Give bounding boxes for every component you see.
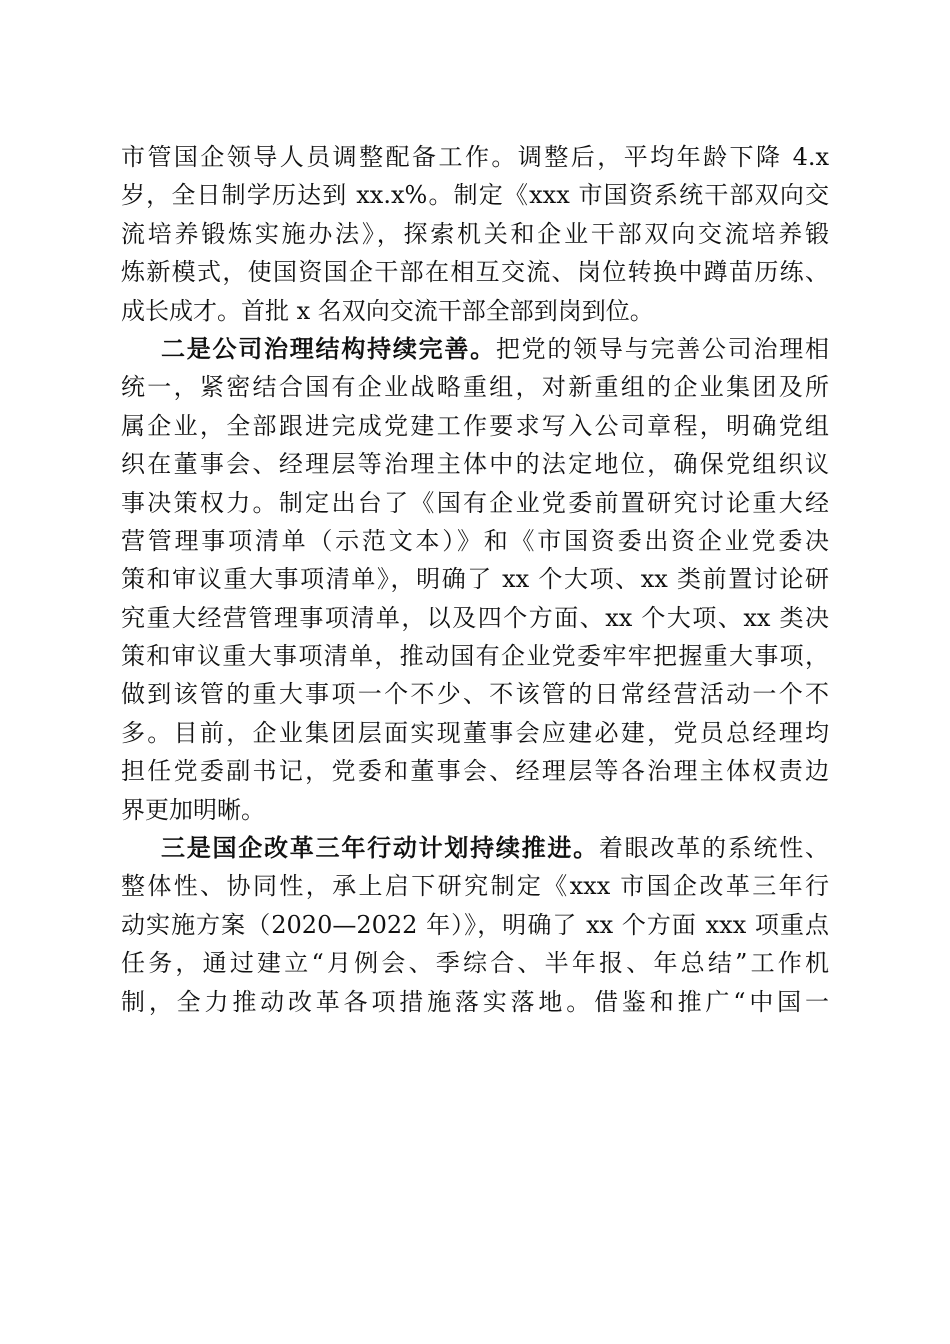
text-line: 制，全力推动改革各项措施落实落地。借鉴和推广“中国一 [121,987,829,1016]
text-line: 营管理事项清单（示范文本）》和《市国资委出资企业党委决 [121,526,829,555]
paragraph-1 [121,138,829,330]
text-line: 动实施方案（2020—2022 年）》，明确了 xx 个方面 xxx 项重点 [121,910,829,939]
text-line: 策和审议重大事项清单，推动国有企业党委牢牢把握重大事项， [121,642,829,671]
text-line: 界更加明晰。 [121,795,265,824]
text-line: 流培养锻炼实施办法》，探索机关和企业干部双向交流培养锻 [121,219,829,248]
paragraph-first-line [121,829,829,867]
text-line: 属企业，全部跟进完成党建工作要求写入公司章程，明确党组 [121,411,829,440]
text-line: 统一，紧密结合国有企业战略重组，对新重组的企业集团及所 [121,373,829,402]
paragraph-lead-text: 把党的领导与完善公司治理相 [495,334,830,363]
paragraph-3 [121,829,829,1021]
text-line: 事决策权力。制定出台了《国有企业党委前置研究讨论重大经 [121,488,829,517]
text-line: 成长成才。首批 x 名双向交流干部全部到岗到位。 [121,296,654,325]
paragraph-heading: 三是国企改革三年行动计划持续推进。 [161,833,599,863]
paragraph-heading: 二是公司治理结构持续完善。 [161,333,496,363]
text-line: 岁，全日制学历达到 xx.x%。制定《xxx 市国资系统干部双向交 [121,181,829,210]
text-line: 市管国企领导人员调整配备工作。调整后，平均年龄下降 4.x [121,143,829,171]
text-line: 究重大经营管理事项清单，以及四个方面、xx 个大项、xx 类决 [121,603,829,632]
text-line: 多。目前，企业集团层面实现董事会应建必建，党员总经理均 [121,718,829,747]
paragraph-lead-text: 着眼改革的系统性、 [598,834,830,863]
text-line: 担任党委副书记，党委和董事会、经理层等各治理主体权责边 [121,757,829,786]
text-line: 整体性、协同性，承上启下研究制定《xxx 市国企改革三年行 [121,872,829,901]
document-body [121,138,829,1021]
paragraph-first-line [121,330,829,368]
text-line: 策和审议重大事项清单》，明确了 xx 个大项、xx 类前置讨论研 [121,565,829,594]
text-line: 织在董事会、经理层等治理主体中的法定地位，确保党组织议 [121,450,829,479]
paragraph-2 [121,330,829,829]
text-line: 炼新模式，使国资国企干部在相互交流、岗位转换中蹲苗历练、 [121,258,829,287]
text-line: 做到该管的重大事项一个不少、不该管的日常经营活动一个不 [121,680,829,709]
text-line: 任务，通过建立“月例会、季综合、半年报、年总结”工作机 [121,949,829,978]
